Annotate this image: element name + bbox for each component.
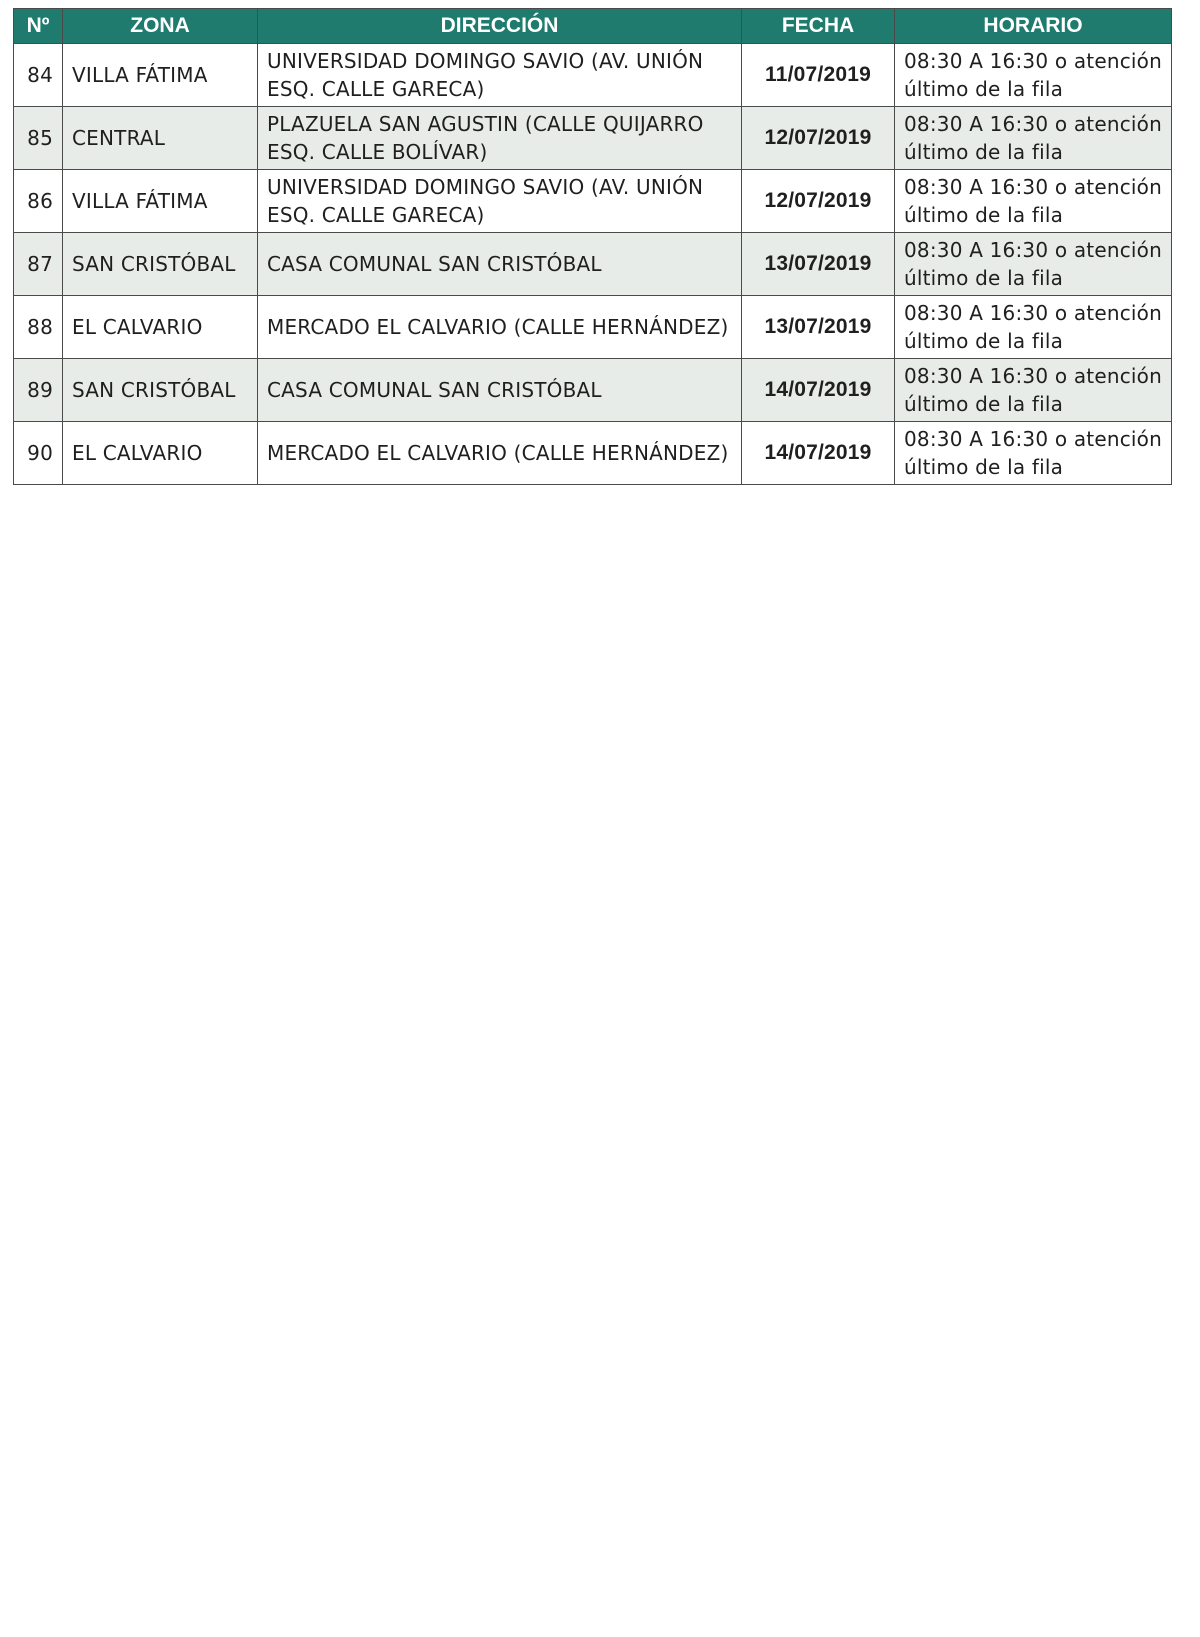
table-row	[14, 107, 1172, 170]
horario-note: último de la fila	[904, 77, 1064, 101]
cell-zona: VILLA FÁTIMA	[63, 170, 258, 233]
cell-zona: SAN CRISTÓBAL	[63, 359, 258, 422]
cell-direccion: CASA COMUNAL SAN CRISTÓBAL	[258, 233, 742, 296]
horario-time: 08:30 A 16:30 o atención	[904, 112, 1162, 136]
cell-direccion: UNIVERSIDAD DOMINGO SAVIO (AV. UNIÓN ESQ. CALLE GARECA)	[258, 44, 742, 107]
table-row	[14, 422, 1172, 485]
horario-time: 08:30 A 16:30 o atención	[904, 238, 1162, 262]
cell-horario	[895, 422, 1172, 485]
cell-fecha: 14/07/2019	[742, 359, 895, 422]
cell-horario	[895, 359, 1172, 422]
cell-zona: SAN CRISTÓBAL	[63, 233, 258, 296]
header-row	[14, 9, 1172, 44]
cell-horario	[895, 44, 1172, 107]
table-body	[14, 44, 1172, 485]
cell-zona: VILLA FÁTIMA	[63, 44, 258, 107]
horario-note: último de la fila	[904, 392, 1064, 416]
cell-fecha: 12/07/2019	[742, 170, 895, 233]
cell-horario	[895, 107, 1172, 170]
table-row	[14, 359, 1172, 422]
horario-note: último de la fila	[904, 140, 1064, 164]
table-header	[14, 9, 1172, 44]
cell-horario	[895, 296, 1172, 359]
horario-note: último de la fila	[904, 455, 1064, 479]
schedule-table	[13, 8, 1172, 485]
header-horario: HORARIO	[895, 9, 1172, 44]
horario-time: 08:30 A 16:30 o atención	[904, 49, 1162, 73]
cell-num: 86	[14, 170, 63, 233]
cell-num: 87	[14, 233, 63, 296]
cell-zona: EL CALVARIO	[63, 422, 258, 485]
table-row	[14, 233, 1172, 296]
cell-direccion: PLAZUELA SAN AGUSTIN (CALLE QUIJARRO ESQ. CALLE BOLÍVAR)	[258, 107, 742, 170]
cell-zona: CENTRAL	[63, 107, 258, 170]
cell-num: 85	[14, 107, 63, 170]
cell-fecha: 12/07/2019	[742, 107, 895, 170]
table-row	[14, 296, 1172, 359]
table-row	[14, 44, 1172, 107]
header-zona: ZONA	[63, 9, 258, 44]
cell-num: 88	[14, 296, 63, 359]
horario-note: último de la fila	[904, 329, 1064, 353]
cell-num: 84	[14, 44, 63, 107]
table-row	[14, 170, 1172, 233]
cell-horario	[895, 170, 1172, 233]
schedule-table-container	[13, 8, 1171, 485]
cell-direccion: MERCADO EL CALVARIO (CALLE HERNÁNDEZ)	[258, 422, 742, 485]
horario-time: 08:30 A 16:30 o atención	[904, 364, 1162, 388]
horario-time: 08:30 A 16:30 o atención	[904, 301, 1162, 325]
horario-note: último de la fila	[904, 266, 1064, 290]
cell-direccion: MERCADO EL CALVARIO (CALLE HERNÁNDEZ)	[258, 296, 742, 359]
cell-fecha: 13/07/2019	[742, 296, 895, 359]
horario-time: 08:30 A 16:30 o atención	[904, 175, 1162, 199]
header-num: Nº	[14, 9, 63, 44]
cell-direccion: CASA COMUNAL SAN CRISTÓBAL	[258, 359, 742, 422]
cell-num: 90	[14, 422, 63, 485]
horario-note: último de la fila	[904, 203, 1064, 227]
header-fecha: FECHA	[742, 9, 895, 44]
cell-fecha: 13/07/2019	[742, 233, 895, 296]
cell-num: 89	[14, 359, 63, 422]
cell-fecha: 11/07/2019	[742, 44, 895, 107]
horario-time: 08:30 A 16:30 o atención	[904, 427, 1162, 451]
cell-zona: EL CALVARIO	[63, 296, 258, 359]
header-direccion: DIRECCIÓN	[258, 9, 742, 44]
cell-horario	[895, 233, 1172, 296]
cell-fecha: 14/07/2019	[742, 422, 895, 485]
cell-direccion: UNIVERSIDAD DOMINGO SAVIO (AV. UNIÓN ESQ. CALLE GARECA)	[258, 170, 742, 233]
